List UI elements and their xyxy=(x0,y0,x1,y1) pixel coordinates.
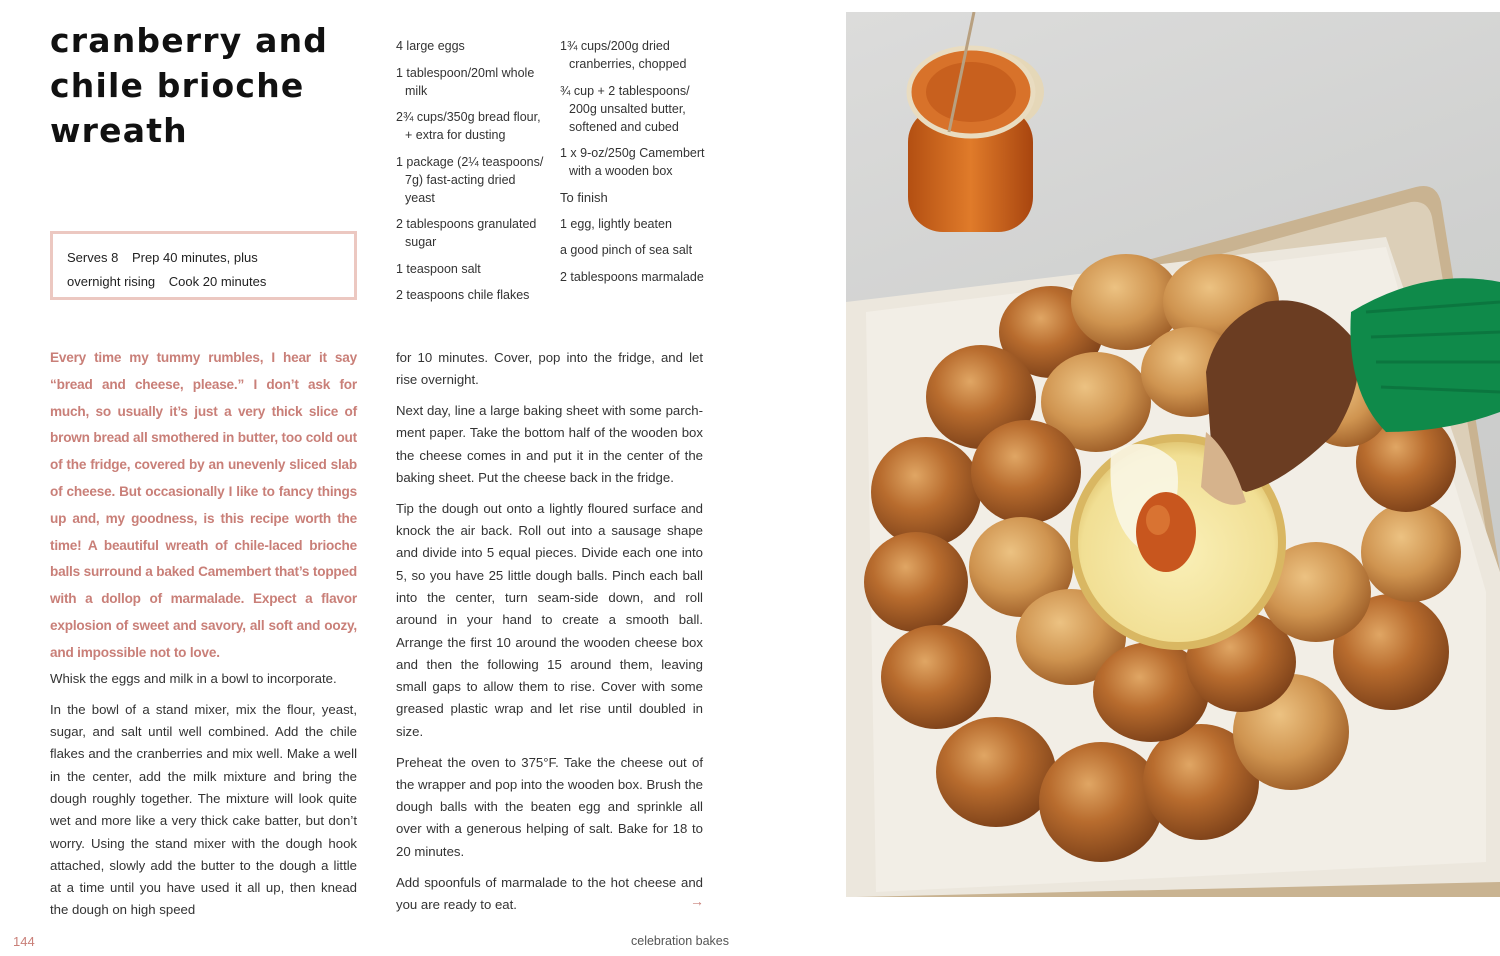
ingredient: 2 tablespoons marmalade xyxy=(560,269,704,284)
title-line-3: wreath xyxy=(50,111,188,150)
ingredients-column-1 xyxy=(396,37,546,313)
ingredient: a good pinch of sea salt xyxy=(560,243,693,257)
prep-value-cont: overnight rising xyxy=(67,274,156,289)
ingredient: 1 teaspoon salt xyxy=(396,261,481,276)
ingredient: 1 package (2¼ teaspoons/ 7g) fast-acting dried yeast xyxy=(396,154,544,205)
to-finish-heading: To finish xyxy=(560,189,608,205)
ingredient: 4 large eggs xyxy=(396,39,465,53)
ingredient: 2¾ cups/350g bread flour, + extra for dusting xyxy=(396,110,541,142)
title-line-2: chile brioche xyxy=(50,66,305,105)
serves-value: 8 xyxy=(111,250,119,265)
title-line-1: cranberry and xyxy=(50,21,329,60)
method-step: Preheat the oven to 375°F. Take the cheese out of the wrapper and pop into the wooden box. Brush the dough balls with the beaten egg and sprinkle all over with a generous helping of salt. Bake for 18 to 20 minutes. xyxy=(396,754,703,859)
method-step: for 10 minutes. Cover, pop into the fridge, and let rise overnight. xyxy=(396,350,703,388)
ingredient: 1¾ cups/200g dried cranberries, chopped xyxy=(560,39,687,71)
ingredient: 2 tablespoons granulated sugar xyxy=(396,217,537,249)
method-step: Add spoonfuls of marmalade to the hot cheese and you are ready to eat. xyxy=(396,874,703,912)
recipe-info-box xyxy=(50,231,357,300)
method-step: Tip the dough out onto a lightly floured surface and knock the air back. Roll out into a sausage shape and divide into 5 equal pieces. Divide each one into 5, so you have 25 little dough balls. Pinch each ball into the center, turn seam-side down, and roll around in your hand to create a smooth ball. Arrange the first 10 around the wooden cheese box and then the following 15 around them, leaving small gaps to allow them to rise. Cover with some greased plastic wrap and let rise until doubled in size. xyxy=(396,500,703,739)
brioche-wreath-illustration xyxy=(846,12,1500,897)
serves-label: Serves xyxy=(67,250,108,265)
method-step: Whisk the eggs and milk in a bowl to incorporate. xyxy=(50,671,337,686)
recipe-photo xyxy=(846,12,1500,897)
cook-label: Cook xyxy=(168,274,200,289)
marmalade-jar xyxy=(908,12,1044,232)
ingredient: 1 egg, lightly beaten xyxy=(560,216,672,231)
ingredient: 2 teaspoons chile flakes xyxy=(396,288,530,302)
method-column-2 xyxy=(396,347,703,925)
ingredients-column-2 xyxy=(560,37,710,294)
prep-label: Prep xyxy=(131,250,160,265)
page-number: 144 xyxy=(13,934,35,949)
ingredient: 1 tablespoon/20ml whole milk xyxy=(396,65,535,98)
ingredient: ¾ cup + 2 tablespoons/ 200g unsalted butter, softened and cubed xyxy=(560,83,690,134)
prep-value: 40 minutes, plus xyxy=(163,250,258,265)
method-column-1 xyxy=(50,668,357,930)
method-step: In the bowl of a stand mixer, mix the flour, yeast, sugar, and salt until well combined. Add the chile flakes and the cranberries and mix well. Make a well in the center, add the milk mixture and bring the dough roughly together. The mixture will look quite wet and more like a very thick cake batter, but don’t worry. Using the stand mixer with the dough hook attached, slowly add the butter to the dough a little at a time until you have used it all up, then knead the dough on high speed xyxy=(50,701,357,918)
ingredient: 1 x 9-oz/250g Camembert with a wooden box xyxy=(560,146,705,178)
cook-value: 20 minutes xyxy=(202,274,267,289)
recipe-title xyxy=(50,18,370,153)
section-running-head: celebration bakes xyxy=(631,934,729,948)
method-step: Next day, line a large baking sheet with some parchment paper. Take the bottom half of the wooden box the cheese comes in and put it in the center of the baking sheet. Put the cheese back in the fridge. xyxy=(396,403,703,485)
continue-arrow-icon: → xyxy=(690,893,704,909)
recipe-intro: Every time my tummy rumbles, I hear it say “bread and cheese, please.” I don’t ask for much, so usually it’s just a very thick slice of brown bread all smothered in butter, too cold out of the fridge, covered by an unevenly sliced slab of cheese. But occasionally I like to fancy things up and, my goodness, is this recipe worth the time! A beautiful wreath of chile-laced brioche balls surround a baked Camembert that’s topped with a dollop of marmalade. Expect a flavor explosion of sweet and savory, all soft and oozy, and impossible not to love. xyxy=(50,350,357,660)
